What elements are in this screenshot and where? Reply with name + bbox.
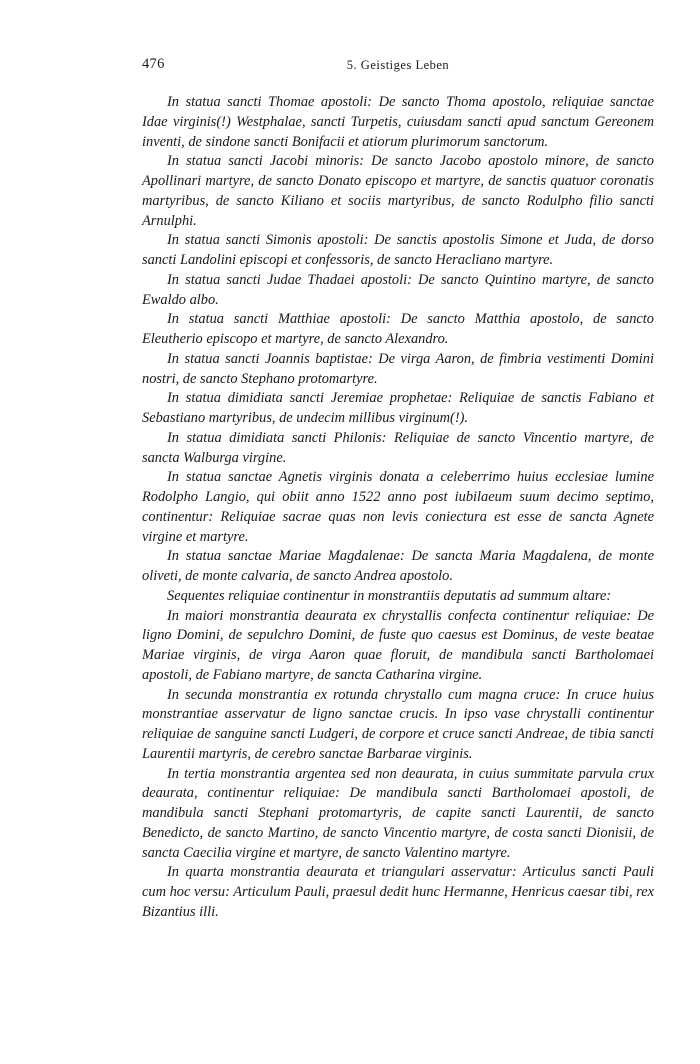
running-title: 5. Geistiges Leben [346,58,450,72]
paragraph-statua-jeremiae: In statua dimidiata sancti Jeremiae prophetae: Reliquiae de sanctis Fabiano et Sebastiano martyribus, de undecim millibus virginum(!). [142,390,654,426]
paragraph-statua-matthiae: In statua sancti Matthiae apostoli: De sancto Matthia apostolo, de sancto Eleutherio episcopo et martyre, de sancto Alexandro. [142,311,654,347]
paragraph-statua-simonis: In statua sancti Simonis apostoli: De sanctis apostolis Simone et Juda, de dorso sancti Landolini episcopi et confessoris, de sancto Heracliano martyre. [142,232,654,268]
paragraph-statua-jacobi: In statua sancti Jacobi minoris: De sancto Jacobo apostolo minore, de sancto Apollinari martyre, de sancto Donato episcopo et martyre, de sanctis quatuor coronatis martyribus, de sancto Kiliano et sociis martyribus, de sancto Rodulpho filio sancti Arnulphi. [142,153,654,229]
paragraph-statua-joannis: In statua sancti Joannis baptistae: De virga Aaron, de fimbria vestimenti Domini nostri, de sancto Stephano protomartyre. [142,350,654,387]
paragraph-statua-philonis: In statua dimidiata sancti Philonis: Reliquiae de sancto Vincentio martyre, de sancta Walburga virgine. [142,429,654,466]
paragraph-statua-magdalenae: In statua sanctae Mariae Magdalenae: De sancta Maria Magdalena, de monte oliveti, de monte calvaria, de sancto Andrea apostolo. [142,548,654,584]
paragraph-secunda-monstrantia: In secunda monstrantia ex rotunda chrystallo cum magna cruce: In cruce huius monstrantiae asservatur de ligno sanctae crucis. In ipso vase chrystalli continentur reliquiae de sanguine sancti Ludgeri, de corpore et cruce sancti Andreae, de tibia sancti Laurentii martyris, de cerebro sanctae Barbarae virginis. [142,686,654,762]
paragraph-statua-judae: In statua sancti Judae Thadaei apostoli: De sancto Quintino martyre, de sancto Ewaldo albo. [142,271,654,308]
body-text [142,93,654,923]
paragraph-sequentes: Sequentes reliquiae continentur in monstrantiis deputatis ad summum altare: [167,587,612,604]
page-header [142,56,654,76]
paragraph-quarta-monstrantia: In quarta monstrantia deaurata et triangulari asservatur: Articulus sancti Pauli cum hoc versu: Articulum Pauli, praesul dedit hunc Hermanne, Henricus caesar tibi, rex Bizantius illi. [142,864,654,920]
paragraph-maiori-monstrantia: In maiori monstrantia deaurata ex chrystallis confecta continentur reliquiae: De ligno Domini, de sepulchro Domini, de fuste quo caesus est Dominus, de veste beatae Mariae virginis, de virga Aaron quae floruit, de mandibula sancti Bartholomaei apostoli, de Fabiano martyre, de sancta Catharina virgine. [142,607,654,683]
paragraph-statua-agnetis: In statua sanctae Agnetis virginis donata a celeberrimo huius ecclesiae lumine Rodolpho Langio, qui obiit anno 1522 anno post iubilaeum suum decimo septimo, continentur: Reliquiae sacrae quas non levis coniectura est esse de sancta Agnete virgine et martyre. [142,469,654,545]
page-number: 476 [142,56,165,72]
paragraph-statua-thomae: In statua sancti Thomae apostoli: De sancto Thoma apostolo, reliquiae sanctae Idae virginis(!) Westphalae, sancti Turpetis, cuiusdam sancti apud sanctum Gereonem inventi, de sindone sancti Bonifacii et atiorum plurimorum sanctorum. [142,94,654,150]
paragraph-tertia-monstrantia: In tertia monstrantia argentea sed non deaurata, in cuius summitate parvula crux deaurata, continentur reliquiae: De mandibula sancti Bartholomaei apostoli, de mandibula sancti Stephani protomartyris, de capite sancti Laurentii, de sancto Benedicto, de sancto Martino, de sancto Vincentio martyre, de costa sancti Dionisii, de sancta Caecilia virgine et martyre, de sancto Valentino martyre. [142,765,654,861]
